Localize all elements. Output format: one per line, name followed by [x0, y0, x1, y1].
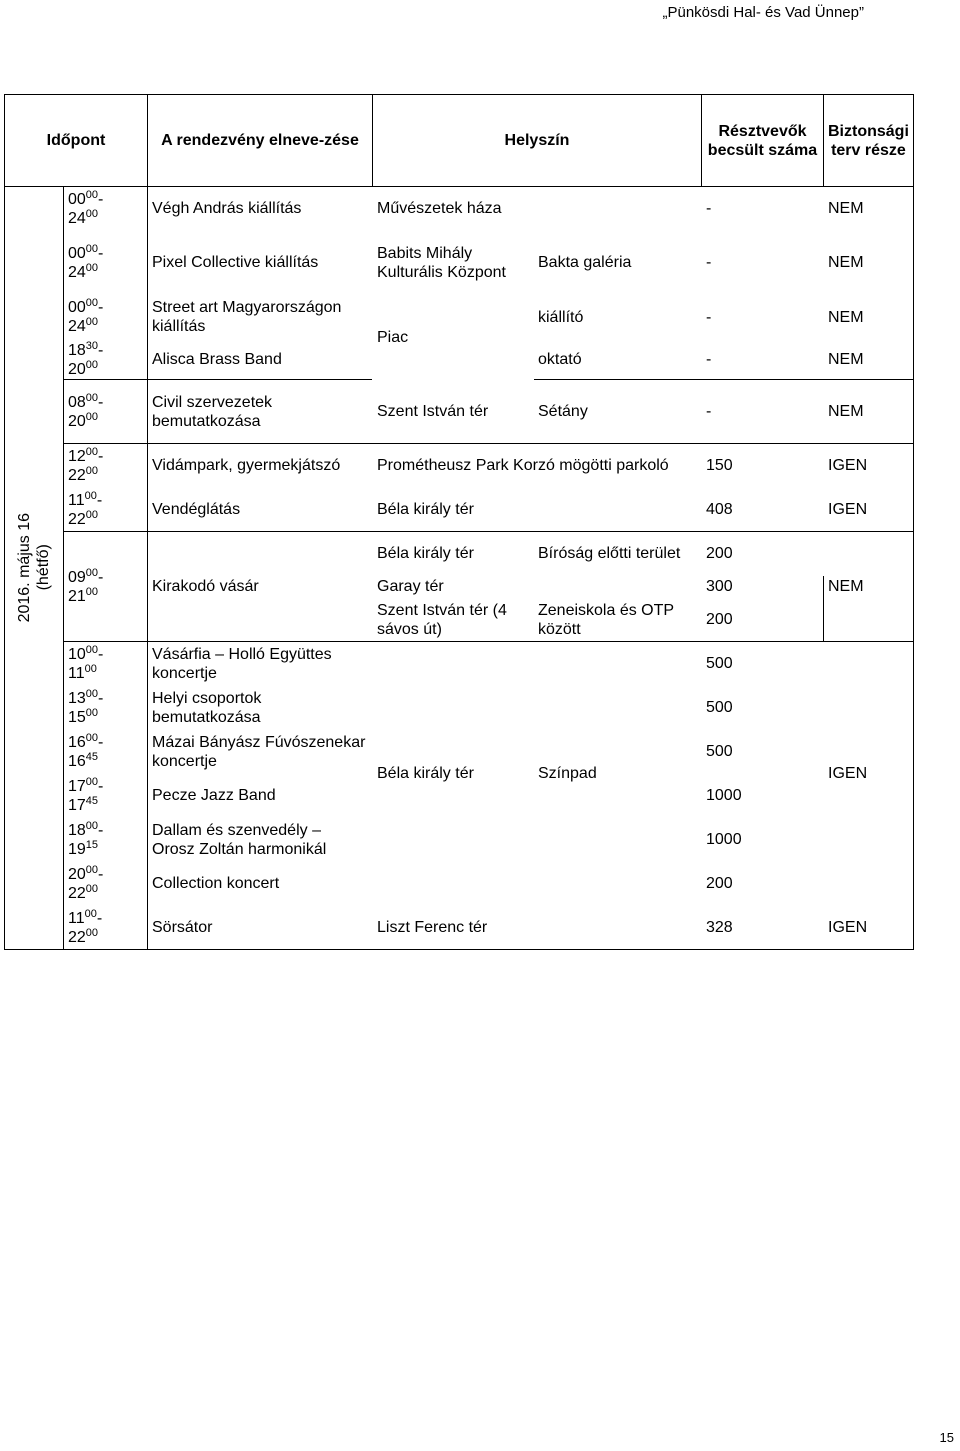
event-name: Alisca Brass Band	[148, 340, 373, 380]
count-cell: 200	[702, 532, 824, 576]
place-primary: Szent István tér (4 sávos út)	[373, 598, 534, 642]
place-secondary: Zeneiskola és OTP között	[534, 598, 702, 642]
day-cell	[5, 187, 64, 950]
table-row	[5, 187, 914, 231]
table-row	[5, 295, 914, 340]
place-primary: Szent István tér	[373, 380, 534, 444]
table-row	[5, 488, 914, 532]
count-cell: 150	[702, 444, 824, 488]
event-name: Pixel Collective kiállítás	[152, 254, 319, 271]
place-secondary: Színpad	[534, 642, 702, 906]
place-primary: Babits Mihály Kulturális Központ	[377, 244, 506, 281]
count-cell: -	[706, 308, 712, 326]
time-cell: $10^{00}-$ $11^{00}$	[64, 642, 148, 686]
count-cell: 500	[702, 642, 824, 686]
event-name: Vásárfia – Holló Együttes koncertje	[148, 642, 373, 686]
security-cell: NEM	[824, 340, 914, 380]
event-name: Dallam és szenvedély – Orosz Zoltán harmonikál	[152, 821, 327, 858]
count-cell: 200	[702, 598, 824, 642]
table-row	[5, 906, 914, 950]
event-name: Street art Magyarországon kiállítás	[152, 299, 342, 335]
time-cell: $00^{00}-$ $24^{00}$	[64, 295, 148, 340]
security-cell: NEM	[824, 532, 914, 642]
count-cell: -	[702, 187, 824, 231]
place-primary: Liszt Ferenc tér	[373, 906, 702, 950]
place-primary: Piac	[377, 328, 409, 346]
header-place: Helyszín	[373, 95, 702, 187]
security-cell: NEM	[824, 187, 914, 231]
table-row	[5, 532, 914, 576]
event-name: Collection koncert	[152, 875, 280, 892]
time-cell: $18^{30}-$ $20^{00}$	[64, 340, 148, 380]
event-name: Végh András kiállítás	[148, 187, 373, 231]
table-row	[5, 231, 914, 295]
place-primary: Garay tér	[377, 578, 444, 595]
day-label: 2016. május 16 (hétfő)	[16, 513, 52, 623]
security-cell: NEM	[824, 380, 914, 444]
table-row	[5, 642, 914, 686]
time-cell: $17^{00}-$ $17^{45}$	[64, 774, 148, 818]
count-cell: 408	[702, 488, 824, 532]
event-name: Kirakodó vásár	[148, 532, 373, 642]
event-schedule-table	[4, 94, 914, 950]
time-cell: $20^{00}-$ $22^{00}$	[64, 862, 148, 906]
place-primary: Béla király tér	[373, 488, 702, 532]
count-cell: 1000	[706, 787, 742, 804]
place-secondary: oktató	[534, 340, 702, 380]
security-cell: NEM	[824, 295, 914, 340]
security-cell: IGEN	[824, 642, 914, 906]
count-cell: 1000	[706, 831, 742, 848]
place-secondary: Bíróság előtti terület	[534, 532, 702, 576]
time-cell: $00^{00}-$ $24^{00}$	[64, 231, 148, 295]
page-header: „Pünkösdi Hal- és Vad Ünnep”	[662, 4, 864, 21]
time-cell: $11^{00}-$ $22^{00}$	[64, 488, 148, 532]
place-cell: Művészetek háza	[373, 187, 702, 231]
event-name: Mázai Bányász Fúvószenekar koncertje	[152, 733, 366, 770]
event-name: Vendéglátás	[148, 488, 373, 532]
security-cell: IGEN	[824, 444, 914, 488]
count-cell: -	[706, 254, 712, 271]
header-security: Biztonsági terv része	[824, 95, 914, 187]
header-event: A rendezvény elneve-zése	[148, 95, 373, 187]
event-name: Helyi csoportok bemutatkozása	[152, 689, 262, 726]
place-secondary: Sétány	[534, 380, 702, 444]
count-cell: 500	[706, 699, 733, 716]
security-cell: IGEN	[824, 488, 914, 532]
place-secondary: Bakta galéria	[538, 254, 632, 271]
time-cell: $18^{00}-$ $19^{15}$	[64, 818, 148, 862]
time-cell: $12^{00}-$ $22^{00}$	[64, 444, 148, 488]
place-primary: Prométheusz Park Korzó mögötti parkoló	[373, 444, 702, 488]
header-row	[5, 95, 914, 187]
count-cell: 300	[706, 578, 733, 595]
time-cell: $00^{00}-$ $24^{00}$	[64, 187, 148, 231]
event-name: Sörsátor	[148, 906, 373, 950]
table-row	[5, 444, 914, 488]
event-name: Pecze Jazz Band	[152, 787, 276, 804]
security-cell: NEM	[824, 231, 914, 295]
time-cell: $13^{00}-$ $15^{00}$	[64, 686, 148, 730]
event-name: Vidámpark, gyermekjátszó	[148, 444, 373, 488]
count-cell: 328	[702, 906, 824, 950]
place-primary: Béla király tér	[373, 532, 534, 576]
security-cell: IGEN	[824, 906, 914, 950]
header-count: Résztvevők becsült száma	[702, 95, 824, 187]
place-primary: Béla király tér	[373, 642, 534, 906]
page-number: 15	[939, 1430, 954, 1445]
event-name: Civil szervezetek bemutatkozása	[148, 380, 373, 444]
time-cell: $11^{00}-$ $22^{00}$	[64, 906, 148, 950]
time-cell: $09^{00}-$ $21^{00}$	[64, 532, 148, 642]
count-cell: 500	[706, 743, 733, 760]
table-row	[5, 380, 914, 444]
count-cell: -	[702, 340, 824, 380]
time-cell: $16^{00}-$ $16^{45}$	[64, 730, 148, 774]
count-cell: -	[702, 380, 824, 444]
place-secondary: kiállító	[538, 308, 584, 326]
count-cell: 200	[706, 875, 733, 892]
time-cell: $08^{00}-$ $20^{00}$	[64, 380, 148, 444]
header-time: Időpont	[5, 95, 148, 187]
